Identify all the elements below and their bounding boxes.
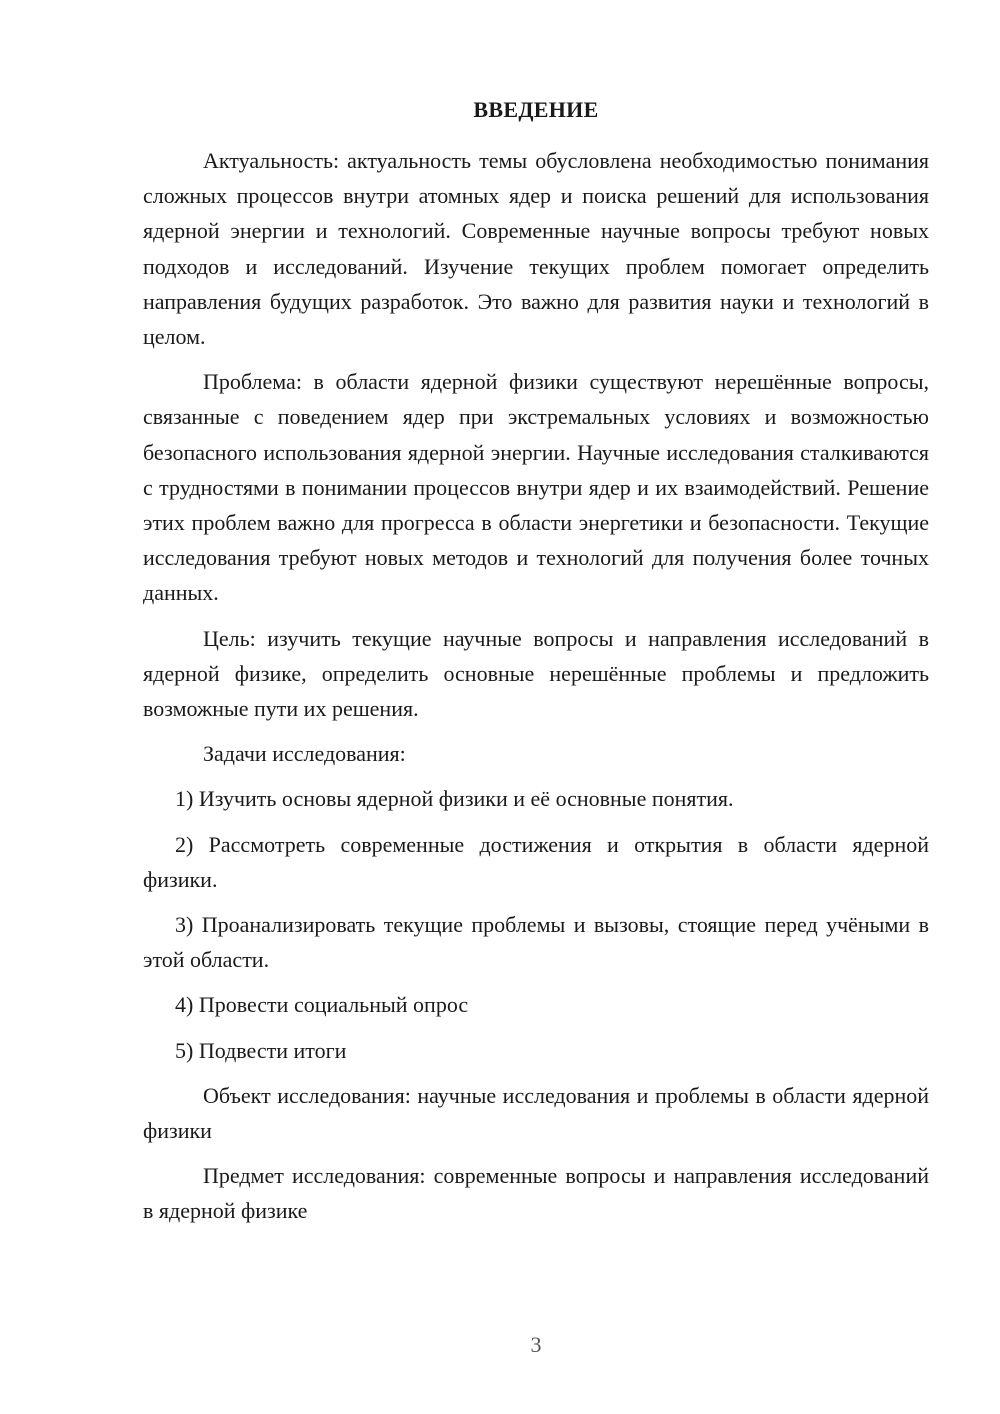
section-title: ВВЕДЕНИЕ xyxy=(473,97,599,122)
problem-paragraph: Проблема: в области ядерной физики существуют нерешённые вопросы, связанные с поведением ядер при экстремальных условиях и возможностью безопасного использования ядерной энергии. Научные исследования сталкиваются с трудностями в понимании процессов внутри ядер и их взаимодействий. Решение этих проблем важно для прогресса в области энергетики и безопасности. Текущие исследования требуют новых методов и технологий для получения более точных данных. xyxy=(143,369,929,606)
object-paragraph: Объект исследования: научные исследования и проблемы в области ядерной физики xyxy=(143,1082,929,1144)
relevance-paragraph: Актуальность: актуальность темы обусловлена необходимостью понимания сложных процессов внутри атомных ядер и поиска решений для использования ядерной энергии и технологий. Современные научные вопросы требуют новых подходов и исследований. Изучение текущих проблем помогает определить направления будущих разработок. Это важно для развития науки и технологий в целом. xyxy=(143,148,929,350)
task-item-3: 3) Проанализировать текущие проблемы и вызовы, стоящие перед учёными в этой области. xyxy=(143,912,929,973)
goal-paragraph: Цель: изучить текущие научные вопросы и направления исследований в ядерной физике, определить основные нерешённые проблемы и предложить возможные пути их решения. xyxy=(143,625,929,722)
tasks-heading: Задачи исследования: xyxy=(203,741,406,767)
task-item-2: 2) Рассмотреть современные достижения и открытия в области ядерной физики. xyxy=(143,831,929,892)
task-item-1: 1) Изучить основы ядерной физики и её основные понятия. xyxy=(175,786,734,812)
task-item-4: 4) Провести социальный опрос xyxy=(175,992,469,1018)
document-page xyxy=(143,92,929,1239)
page-number: 3 xyxy=(530,1332,542,1357)
subject-paragraph: Предмет исследования: современные вопросы и направления исследований в ядерной физике xyxy=(143,1163,929,1224)
task-item-5: 5) Подвести итоги xyxy=(175,1037,347,1063)
